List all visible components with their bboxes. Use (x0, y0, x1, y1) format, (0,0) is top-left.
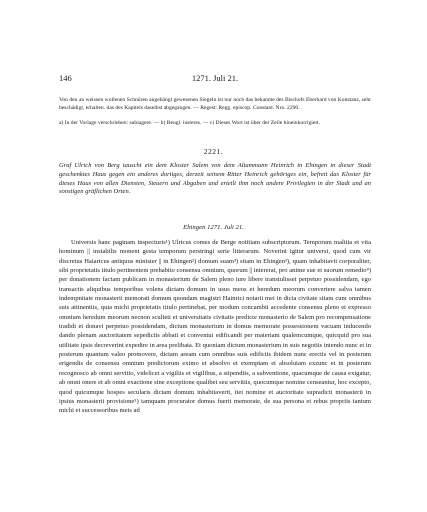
running-title: 1271. Juli 21. (191, 73, 239, 83)
footnote-text: Von den an weissen wollenen Schnüren angehängt gewesenen Siegeln ist nur noch das bekannte des Bischofs Eberhard von Konstanz, sehr beschädigt, erhalten. das des Kapitels daselbst abgegangen. — Regest: Regg. episcop. Constant. Nro. 2290. (59, 97, 371, 111)
document-number: 2221. (203, 147, 224, 156)
page-header (59, 73, 371, 85)
charter-text (59, 238, 371, 416)
date-line: Ehingen 1271. Juli 21. (183, 224, 244, 231)
page-number: 146 (59, 73, 72, 83)
charter-paragraph: Universis hanc paginam inspecturis¹) Ulricus comes de Berge notitiam subscriptorum. Temporum malitia et vita hominum || instabilis monent gesta temporum perstringi serie litterarum. Noverint igitur universi, quod cum vir discretus Haiaricus antiquus minister || in Ehingen²) domum suam³) sitam in Ehingen³), quam inhabitavit corporaliter, sibi proprietatis titulo pertinentem prehabito consensu omnium, quorum || intererat, pro anime sue et suorum remedio⁴) per donationem factam publicam in monasterium de Salem pleno iure libere transtulisset perpetuo possidendam, ego transactis aliquibus temporibus volens dictam domum in usus meos et heredum meorum convertere salva tamen indempnitate monasterii memorati domum quondam magistri Hainrici notarii mei in dicta civitate sitam cum omnibus suis attinentiis, quia michi proprietatis titulo pertinebat, per modum concambii accedente consensu pleno et expresso omnium heredum meorum necnon sculteti et universitatis civitatis predicte monasterio de Salem pro recompensatione tradidi et donavi perpetuo possidendam, dictum monasterium in domus memorate possessionem vacuam inducendo dando plenam auctoritatem sepedictis abbati et conventui edificandi per materiam qualemcumque, quicquid pro sua utilitate ipsis decreverint expedire in area prelibata. Et quoniam dictum monasterium in suis negotiis intendo nunc et in posterum quantum valeo promovere, dictam aream cum omnibus suis edificiis ibidem nunc erectis vel in posterum erigendis de consensu omnium predictorum eximo et absolvo et exemptam et absolutam exzunc et in posterum recognosco ab omni servitio, videlicet a vigiliis et vigilibus, a stipendiis, a subventione, quacumque de causa exigatur, ab omni onere et ab omni exactione sine exceptione qualibet seu servitiis, quocumque nomine censeantur, hoc excepto, quod quicumque hospes secularis dictam domum inhabitaverit, tiei nomine et auctoritate supradicti monasterii in ipsius monasterii provisione⁵) tamquam procurator domus fuerit memorate, de sua persona et rebus propriis tantum michi et successoribus meis ad (59, 239, 371, 415)
footnote-variants: a) In der Vorlage verschrieben: subiagere. — b) Beugl. iusteres. — c) Dieses Wort ist über der Zeile hineinkorrigiert. (59, 120, 321, 126)
regest-summary: Graf Ulrich von Berg tauscht ein dem Kloster Salem von dem Altammann Heinrich in Ehingen in dieser Stadt geschenktes Haus gegen ein anderes dortiges, derzeit seinem Ritter Heinrich gehöriges ein, befreit das Kloster für dieses Haus von allen Diensten, Steuern und Abgaben und erteilt ihm noch andere Privilegien in der Stadt und an sonstigen gräflichen Orten. (59, 162, 371, 196)
